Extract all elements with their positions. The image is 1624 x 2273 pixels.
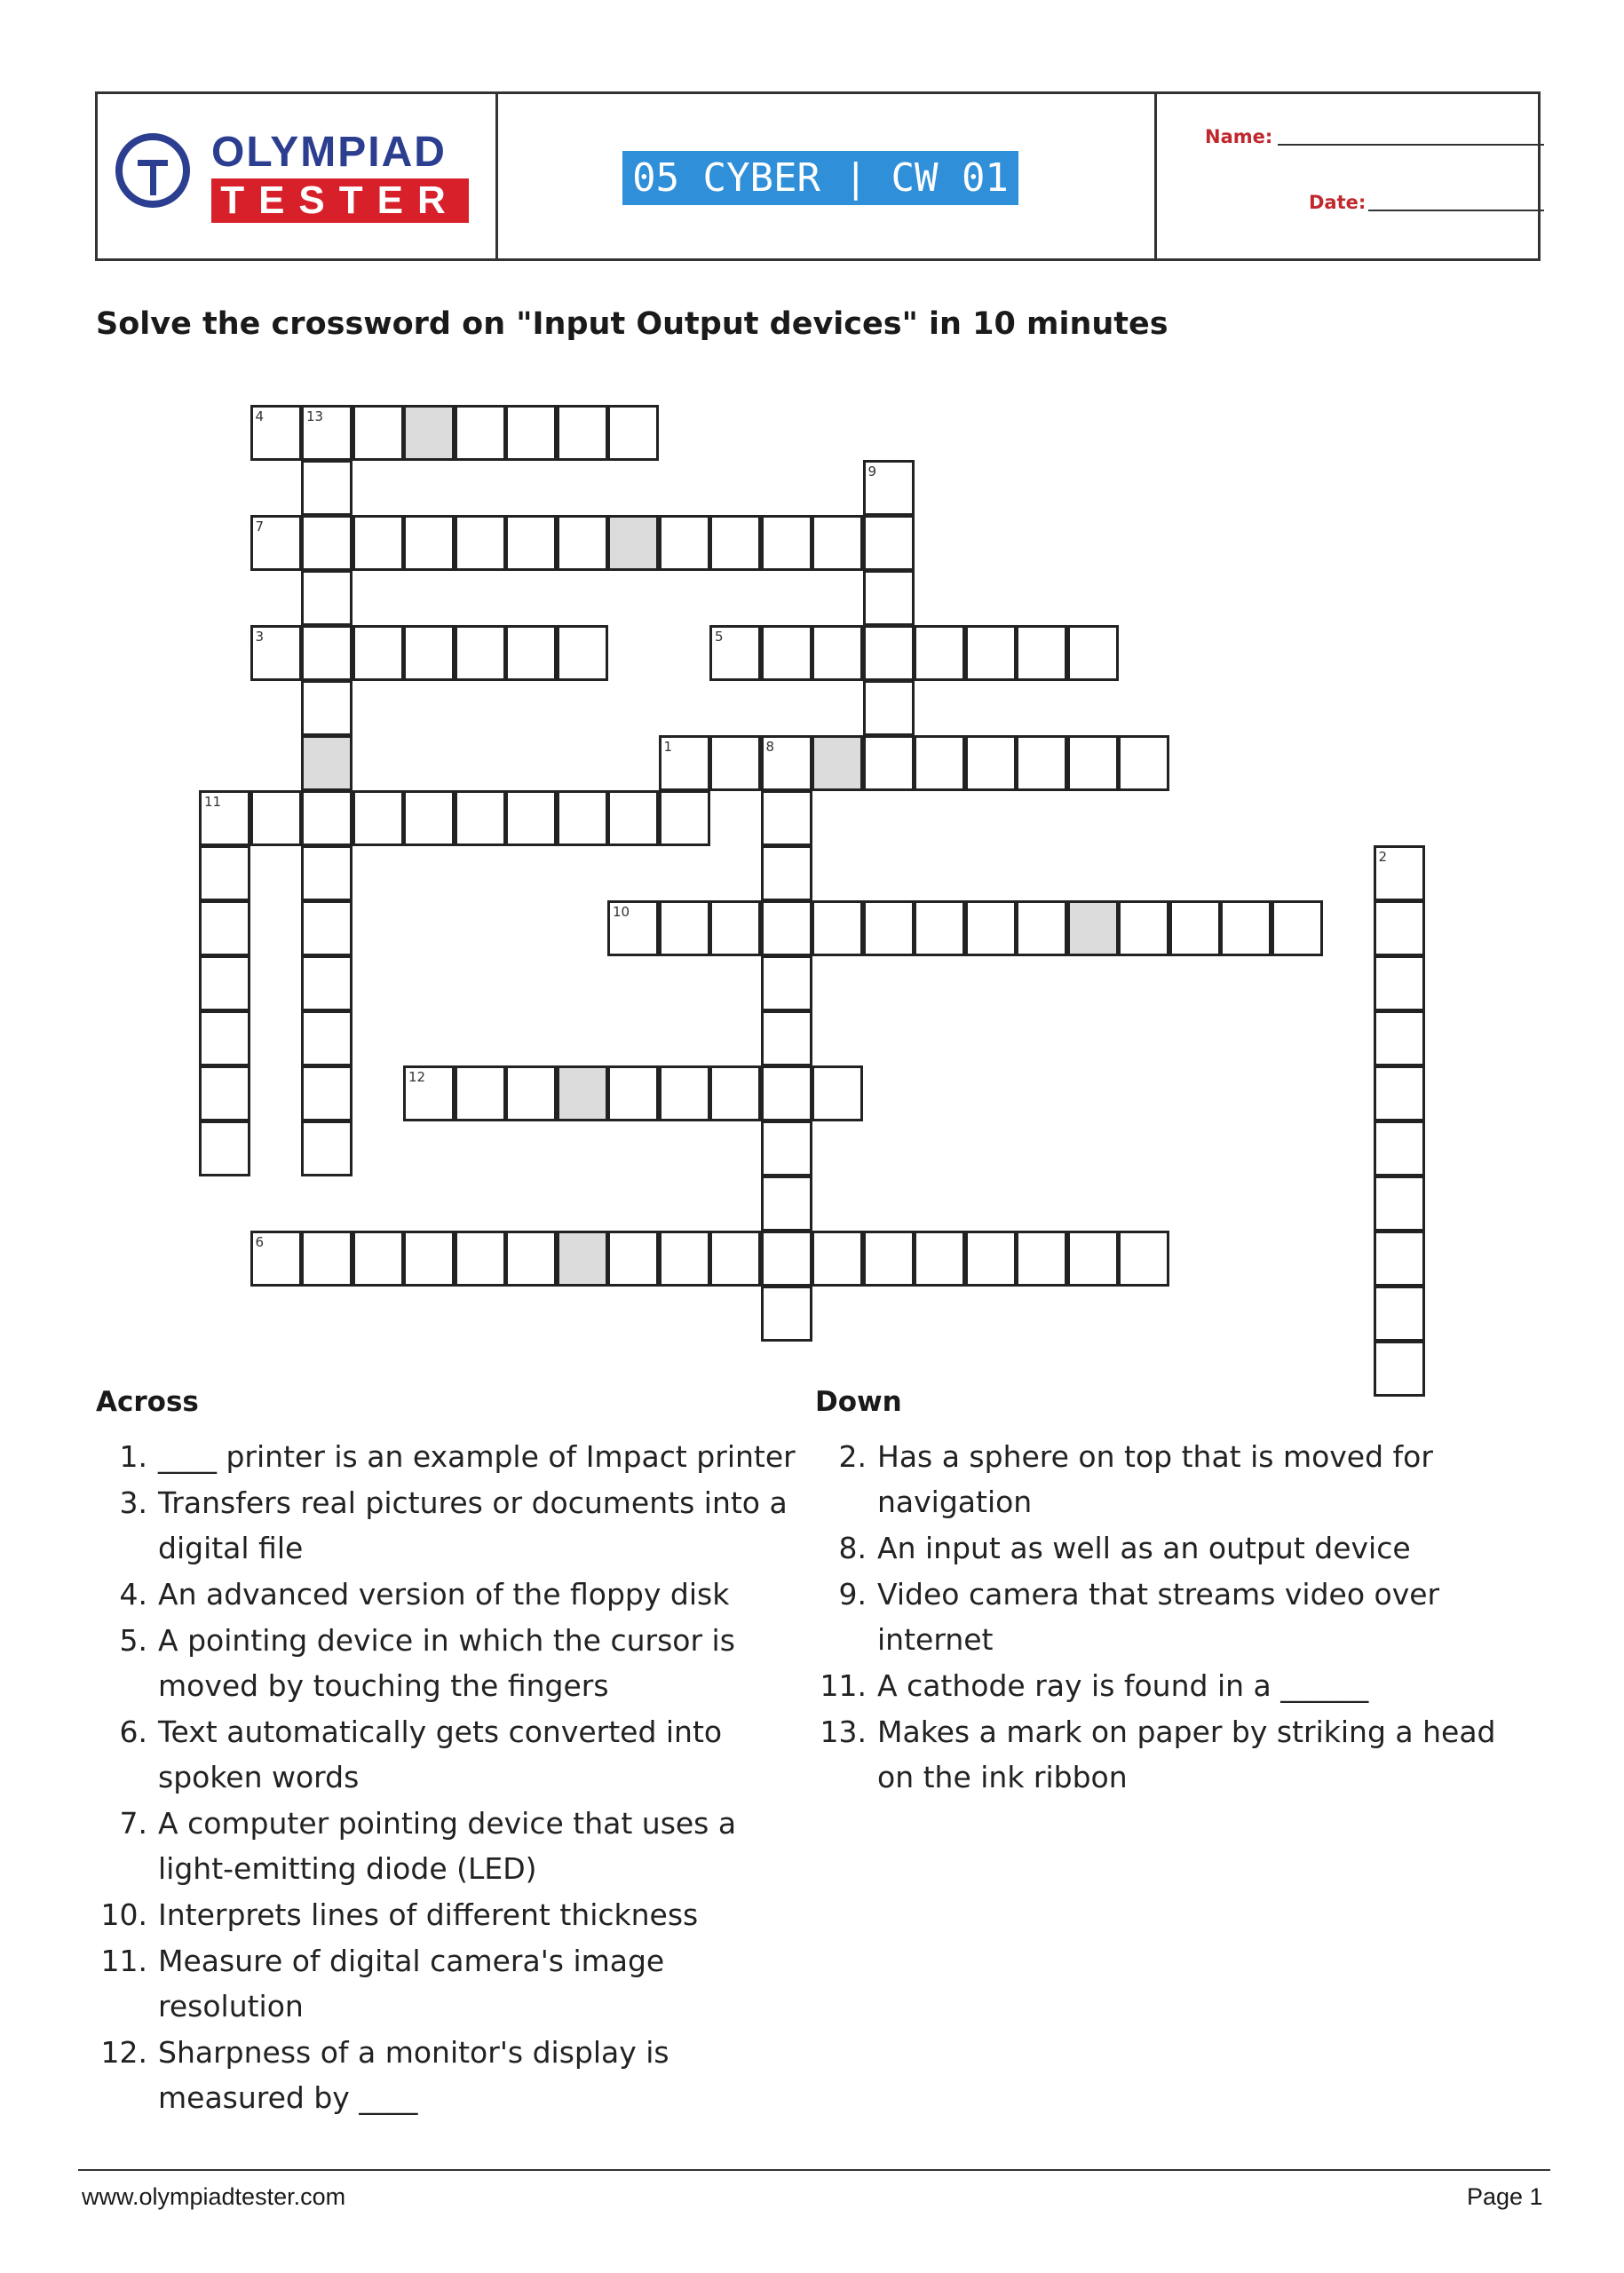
across-heading: Across — [96, 1386, 199, 1418]
clue-item — [96, 1618, 797, 1708]
crossword-cell[interactable] — [301, 790, 353, 846]
crossword-cell[interactable] — [863, 460, 915, 516]
clue-item-number: 9. — [838, 1577, 867, 1612]
across-clues — [96, 1434, 797, 2121]
clue-item-number: 2. — [838, 1439, 867, 1474]
crossword-cell[interactable] — [812, 515, 863, 571]
crossword-cell[interactable] — [659, 735, 710, 791]
clue-item — [815, 1663, 1508, 1708]
crossword-cell[interactable] — [607, 1231, 659, 1287]
crossword-cell[interactable] — [812, 735, 863, 791]
clue-item-text: Sharpness of a monitor's display is measured by ____ — [158, 2035, 669, 2115]
crossword-cell[interactable] — [1220, 900, 1271, 956]
clue-item-text: Has a sphere on top that is moved for navigation — [877, 1439, 1433, 1519]
crossword-cell[interactable] — [709, 1231, 761, 1287]
crossword-cell[interactable] — [1374, 1231, 1425, 1287]
crossword-cell[interactable] — [301, 625, 353, 681]
crossword-cell[interactable] — [761, 900, 812, 956]
clue-number: 2 — [1378, 849, 1388, 865]
crossword-cell[interactable] — [301, 680, 353, 736]
crossword-cell[interactable] — [505, 790, 557, 846]
crossword-cell[interactable] — [709, 625, 761, 681]
crossword-cell[interactable] — [301, 955, 353, 1011]
crossword-cell[interactable] — [863, 1231, 915, 1287]
crossword-cell[interactable] — [965, 735, 1017, 791]
clue-item-text: An advanced version of the floppy disk — [158, 1577, 730, 1612]
crossword-cell[interactable] — [455, 405, 506, 461]
crossword-cell[interactable] — [761, 1286, 812, 1342]
crossword-cell[interactable] — [1067, 1231, 1119, 1287]
crossword-cell[interactable] — [863, 680, 915, 736]
crossword-cell[interactable] — [250, 515, 302, 571]
crossword-cell[interactable] — [301, 1065, 353, 1121]
crossword-cell[interactable] — [301, 845, 353, 901]
logo-cell — [98, 94, 498, 258]
crossword-cell[interactable] — [301, 405, 353, 461]
logo-text-top: OLYMPIAD — [211, 129, 447, 176]
crossword-cell[interactable] — [353, 1231, 404, 1287]
crossword-cell[interactable] — [761, 1010, 812, 1066]
crossword-cell[interactable] — [301, 1231, 353, 1287]
clue-number: 9 — [867, 463, 877, 479]
clue-number: 12 — [408, 1069, 426, 1085]
crossword-cell[interactable] — [1374, 955, 1425, 1011]
crossword-cell[interactable] — [1118, 735, 1169, 791]
clue-item — [96, 1801, 797, 1891]
clue-number: 5 — [715, 629, 724, 645]
crossword-cell[interactable] — [709, 1065, 761, 1121]
crossword-cell[interactable] — [403, 1231, 455, 1287]
crossword-cell[interactable] — [1374, 1010, 1425, 1066]
down-heading: Down — [815, 1386, 902, 1418]
crossword-cell[interactable] — [301, 570, 353, 626]
crossword-cell[interactable] — [761, 735, 812, 791]
crossword-cell[interactable] — [403, 625, 455, 681]
crossword-cell[interactable] — [709, 515, 761, 571]
meta-cell — [1157, 94, 1538, 258]
clue-item-number: 1. — [119, 1439, 147, 1474]
crossword-cell[interactable] — [761, 1231, 812, 1287]
crossword-cell[interactable] — [761, 845, 812, 901]
worksheet-header — [95, 91, 1541, 261]
worksheet-title: 05 CYBER | CW 01 — [622, 151, 1018, 205]
crossword-cell[interactable] — [505, 405, 557, 461]
crossword-cell[interactable] — [353, 625, 404, 681]
instruction-text: Solve the crossword on "Input Output devices" in 10 minutes — [96, 306, 1168, 342]
crossword-cell[interactable] — [353, 405, 404, 461]
clue-item — [815, 1434, 1508, 1525]
crossword-cell[interactable] — [761, 790, 812, 846]
footer-page-number: Page 1 — [1467, 2183, 1543, 2210]
clue-number: 6 — [255, 1234, 265, 1250]
crossword-cell[interactable] — [557, 1065, 608, 1121]
crossword-cell[interactable] — [965, 1231, 1017, 1287]
logo-text-bottom: TESTER — [211, 178, 469, 223]
clue-item-number: 13. — [820, 1715, 867, 1749]
crossword-cell[interactable] — [1067, 735, 1119, 791]
crossword-cell[interactable] — [557, 1231, 608, 1287]
clue-item-number: 4. — [119, 1577, 147, 1612]
crossword-cell[interactable] — [301, 460, 353, 516]
crossword-cell[interactable] — [659, 515, 710, 571]
crossword-cell[interactable] — [403, 515, 455, 571]
crossword-cell[interactable] — [914, 900, 965, 956]
crossword-cell[interactable] — [761, 1065, 812, 1121]
name-label: Name: — [1205, 126, 1273, 147]
crossword-cell[interactable] — [1067, 625, 1119, 681]
name-field[interactable] — [1278, 144, 1544, 146]
crossword-cell[interactable] — [761, 1176, 812, 1232]
crossword-cell[interactable] — [199, 845, 250, 901]
crossword-cell[interactable] — [607, 790, 659, 846]
crossword-cell[interactable] — [1374, 1286, 1425, 1342]
crossword-cell[interactable] — [761, 955, 812, 1011]
clue-item-text: Video camera that streams video over internet — [877, 1577, 1440, 1657]
crossword-cell[interactable] — [403, 1065, 455, 1121]
clue-item-number: 11. — [100, 1944, 147, 1978]
crossword-cell[interactable] — [505, 625, 557, 681]
crossword-cell[interactable] — [505, 1231, 557, 1287]
crossword-cell[interactable] — [250, 790, 302, 846]
crossword-cell[interactable] — [455, 790, 506, 846]
clue-item-text: A cathode ray is found in a ______ — [877, 1668, 1369, 1703]
crossword-cell[interactable] — [1016, 900, 1067, 956]
crossword-cell[interactable] — [403, 405, 455, 461]
crossword-cell[interactable] — [1169, 900, 1221, 956]
crossword-cell[interactable] — [863, 900, 915, 956]
clue-item — [815, 1572, 1508, 1662]
crossword-cell[interactable] — [1118, 900, 1169, 956]
crossword-cell[interactable] — [557, 790, 608, 846]
crossword-cell[interactable] — [914, 735, 965, 791]
crossword-cell[interactable] — [1016, 735, 1067, 791]
crossword-cell[interactable] — [199, 790, 250, 846]
clue-item — [815, 1709, 1508, 1800]
crossword-cell[interactable] — [557, 515, 608, 571]
clue-item — [815, 1525, 1508, 1571]
crossword-cell[interactable] — [301, 735, 353, 791]
clue-item-number: 7. — [119, 1806, 147, 1841]
clue-item-number: 12. — [100, 2035, 147, 2070]
crossword-cell[interactable] — [863, 515, 915, 571]
crossword-cell[interactable] — [914, 625, 965, 681]
clue-item-text: Text automatically gets converted into spoken words — [158, 1715, 723, 1794]
crossword-cell[interactable] — [863, 625, 915, 681]
crossword-cell[interactable] — [1016, 625, 1067, 681]
clue-item — [96, 1709, 797, 1800]
crossword-cell[interactable] — [914, 1231, 965, 1287]
crossword-cell[interactable] — [812, 1065, 863, 1121]
clue-item — [96, 1434, 797, 1479]
clue-item — [96, 1480, 797, 1571]
crossword-cell[interactable] — [659, 790, 710, 846]
crossword-cell[interactable] — [353, 790, 404, 846]
clue-item — [96, 1938, 797, 2029]
crossword-cell[interactable] — [659, 1231, 710, 1287]
crossword-cell[interactable] — [607, 515, 659, 571]
crossword-cell[interactable] — [199, 1010, 250, 1066]
crossword-cell[interactable] — [709, 735, 761, 791]
clue-item-text: Interprets lines of different thickness — [158, 1897, 699, 1932]
crossword-cell[interactable] — [761, 1121, 812, 1176]
clue-item-text: Makes a mark on paper by striking a head on the ink ribbon — [877, 1715, 1496, 1794]
crossword-cell[interactable] — [709, 900, 761, 956]
crossword-cell[interactable] — [863, 570, 915, 626]
crossword-cell[interactable] — [607, 900, 659, 956]
clue-item — [96, 1572, 797, 1617]
crossword-cell[interactable] — [505, 515, 557, 571]
crossword-cell[interactable] — [965, 900, 1017, 956]
footer-divider — [78, 2169, 1550, 2171]
clue-number: 10 — [613, 904, 630, 920]
clue-number: 13 — [306, 408, 324, 424]
crossword-cell[interactable] — [557, 625, 608, 681]
crossword-cell[interactable] — [301, 1121, 353, 1176]
crossword-cell[interactable] — [455, 625, 506, 681]
crossword-cell[interactable] — [199, 1121, 250, 1176]
crossword-cell[interactable] — [863, 735, 915, 791]
crossword-cell[interactable] — [250, 1231, 302, 1287]
clue-item-number: 11. — [820, 1668, 867, 1703]
crossword-cell[interactable] — [607, 1065, 659, 1121]
clue-item-text: Measure of digital camera's image resolution — [158, 1944, 665, 2024]
footer-website: www.olympiadtester.com — [82, 2183, 346, 2210]
crossword-cell[interactable] — [1271, 900, 1323, 956]
logo-icon — [115, 133, 190, 208]
clue-item-text: Transfers real pictures or documents into a digital file — [158, 1485, 788, 1565]
crossword-cell[interactable] — [1118, 1231, 1169, 1287]
crossword-cell[interactable] — [607, 405, 659, 461]
crossword-cell[interactable] — [301, 515, 353, 571]
crossword-cell[interactable] — [659, 1065, 710, 1121]
crossword-cell[interactable] — [812, 625, 863, 681]
crossword-cell[interactable] — [403, 790, 455, 846]
crossword-cell[interactable] — [1374, 1341, 1425, 1397]
crossword-cell[interactable] — [761, 515, 812, 571]
clue-number: 8 — [765, 739, 775, 755]
clue-item-text: A computer pointing device that uses a light-emitting diode (LED) — [158, 1806, 737, 1886]
crossword-cell[interactable] — [965, 625, 1017, 681]
clue-item-text: An input as well as an output device — [877, 1531, 1411, 1565]
down-clues — [815, 1434, 1508, 1801]
clue-number: 7 — [255, 519, 265, 535]
clue-number: 11 — [204, 794, 222, 810]
crossword-cell[interactable] — [199, 955, 250, 1011]
crossword-cell[interactable] — [1374, 1176, 1425, 1232]
crossword-cell[interactable] — [353, 515, 404, 571]
crossword-cell[interactable] — [812, 900, 863, 956]
clue-item-number: 6. — [119, 1715, 147, 1749]
crossword-cell[interactable] — [455, 1065, 506, 1121]
clue-item-number: 3. — [119, 1485, 147, 1520]
clue-number: 1 — [663, 739, 673, 755]
crossword-cell[interactable] — [1374, 900, 1425, 956]
crossword-cell[interactable] — [761, 625, 812, 681]
crossword-cell[interactable] — [250, 405, 302, 461]
crossword-cell[interactable] — [1067, 900, 1119, 956]
crossword-cell[interactable] — [659, 900, 710, 956]
clue-item-number: 10. — [100, 1897, 147, 1932]
crossword-cell[interactable] — [455, 1231, 506, 1287]
crossword-cell[interactable] — [505, 1065, 557, 1121]
crossword-cell[interactable] — [1374, 845, 1425, 901]
crossword-cell[interactable] — [199, 1065, 250, 1121]
title-cell — [498, 94, 1157, 258]
crossword-cell[interactable] — [199, 900, 250, 956]
crossword-cell[interactable] — [812, 1231, 863, 1287]
crossword-cell[interactable] — [1016, 1231, 1067, 1287]
clue-item — [96, 1892, 797, 1937]
crossword-cell[interactable] — [557, 405, 608, 461]
clue-number: 4 — [255, 408, 265, 424]
clue-item-number: 8. — [838, 1531, 867, 1565]
clue-item — [96, 2030, 797, 2120]
crossword-cell[interactable] — [301, 1010, 353, 1066]
crossword-cell[interactable] — [250, 625, 302, 681]
crossword-cell[interactable] — [1374, 1121, 1425, 1176]
clue-item-number: 5. — [119, 1623, 147, 1658]
date-label: Date: — [1309, 192, 1367, 213]
clue-item-text: ____ printer is an example of Impact printer — [158, 1439, 796, 1474]
crossword-cell[interactable] — [301, 900, 353, 956]
clue-number: 3 — [255, 629, 265, 645]
date-field[interactable] — [1368, 210, 1544, 211]
crossword-cell[interactable] — [1374, 1065, 1425, 1121]
crossword-cell[interactable] — [455, 515, 506, 571]
clue-item-text: A pointing device in which the cursor is moved by touching the fingers — [158, 1623, 735, 1703]
